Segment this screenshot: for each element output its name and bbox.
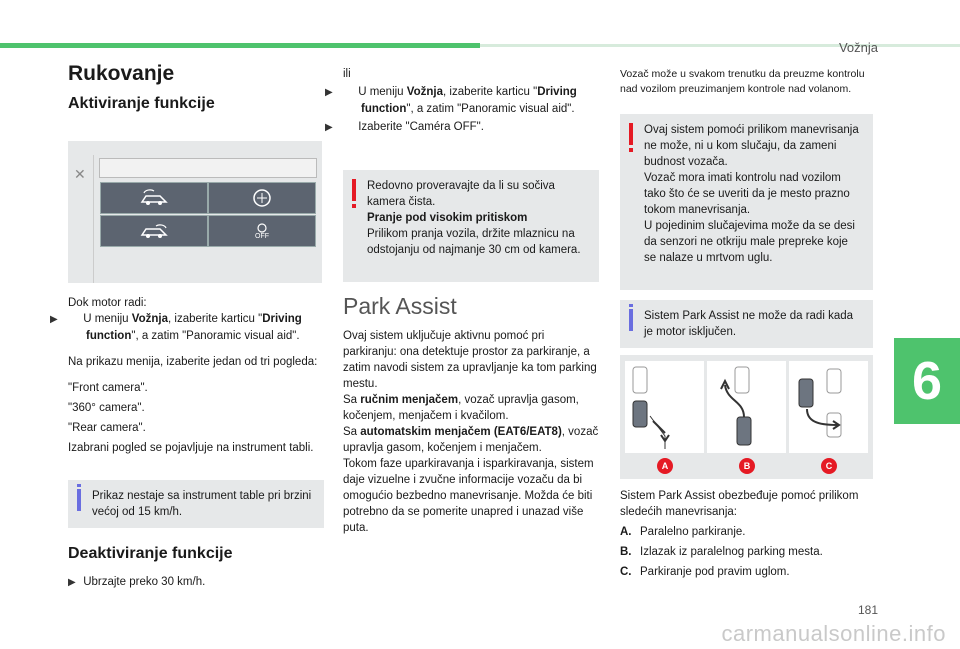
left-column (68, 62, 324, 112)
front-camera-button[interactable] (100, 182, 208, 214)
left-column-body (50, 295, 324, 462)
menu-bar (99, 158, 317, 178)
motor-running-text: Dok motor radi: (68, 297, 147, 309)
deactivate-heading: Deaktiviranje funkcije (68, 545, 233, 562)
info-note-engine-text: Sistem Park Assist ne može da radi kada je motor isključen. (644, 310, 854, 338)
park-assist-info: Tokom faze uparkiravanja i isparkiravanja, sistem daje vizuelne i zvučne informacije vozaču da bi omogućio bezbedno manevrisanje. Možda će biti potrebno da se pomerite unapred i unazad više puta. (343, 458, 594, 534)
maneuvers-intro: Sistem Park Assist obezbeđuje pomoć prilikom sledećih manevrisanja: (620, 490, 859, 518)
maneuver-item: A. Paralelno parkiranje. (620, 526, 746, 538)
arrow-icon: ▶ (68, 577, 76, 588)
watermark: carmanualsonline.info (721, 621, 946, 646)
arrow-icon: ▶ (325, 122, 333, 133)
info-note-engine (620, 300, 873, 348)
warning-icon (352, 179, 356, 201)
step-camera-off: ▶ Izaberite "Caméra OFF". (343, 119, 599, 136)
automatic-gearbox-text: Sa automatskim menjačem (EAT6/EAT8), vozač upravlja gasom, kočenjem i menjačem. (343, 426, 599, 454)
warning-icon (629, 123, 633, 145)
360-camera-icon (250, 186, 274, 210)
warning-note-lenses (343, 170, 599, 282)
arrow-icon: ▶ (50, 314, 58, 325)
option-front-camera: "Front camera". (68, 382, 148, 394)
info-note-speed (68, 480, 324, 528)
arrow-icon: ▶ (325, 87, 333, 98)
front-camera-icon (134, 188, 174, 208)
figure-divider (93, 155, 94, 283)
park-assist-section (343, 293, 599, 536)
view-shown-text: Izabrani pogled se pojavljuje na instrument tabli. (68, 442, 314, 454)
info-icon (629, 309, 633, 331)
park-assist-figure (620, 355, 873, 479)
perpendicular-parking-diagram (789, 361, 868, 453)
page-number: 181 (857, 603, 878, 617)
choose-view-text: Na prikazu menija, izaberite jedan od tri pogleda: (68, 356, 318, 368)
menu-figure (68, 141, 322, 283)
warning-system-line-3: U pojedinim slučajevima može da se desi da senzori ne otkriju male prepreke koje se nalaze u mrtvom uglu. (644, 220, 855, 264)
warning-subheading: Pranje pod visokim pritiskom (367, 212, 528, 224)
parallel-parking-diagram (625, 361, 704, 453)
section-title: Vožnja (838, 40, 878, 55)
step-open-menu: ▶ U meniju Vožnja, izaberite karticu "Driving function", a zatim "Panoramic visual aid". (50, 313, 302, 342)
info-note-text: Prikaz nestaje sa instrument table pri brzini većoj od 15 km/h. (92, 490, 312, 518)
page-title: Rukovanje (68, 62, 175, 85)
close-icon: ✕ (74, 166, 86, 182)
label-b: B (739, 458, 755, 474)
warning-text-2: Prilikom pranja vozila, držite mlaznicu na odstojanju od najmanje 30 cm od kamera. (367, 228, 581, 256)
maneuver-item: C. Parkiranje pod pravim uglom. (620, 566, 790, 578)
header-accent-bar-light (480, 44, 960, 47)
manual-gearbox-text: Sa ručnim menjačem, vozač upravlja gasom, kočenjem, menjačem i kvačilom. (343, 394, 579, 422)
chapter-tab: 6 (894, 338, 960, 424)
middle-column (325, 66, 599, 142)
camera-off-button[interactable] (208, 215, 316, 247)
info-icon (77, 489, 81, 511)
camera-icon (254, 223, 270, 233)
deactivate-section (68, 546, 324, 597)
maneuvers-section (620, 488, 880, 584)
rear-camera-button[interactable] (100, 215, 208, 247)
park-assist-title: Park Assist (343, 293, 457, 319)
warning-text-1: Redovno proveravajte da li su sočiva kamera čista. (367, 180, 555, 208)
rear-camera-icon (134, 221, 174, 241)
activate-heading: Aktiviranje funkcije (68, 95, 215, 112)
header-accent-bar (0, 43, 480, 48)
deactivate-step: ▶ Ubrzajte preko 30 km/h. (68, 574, 324, 591)
maneuver-item: B. Izlazak iz paralelnog parking mesta. (620, 546, 823, 558)
label-a: A (657, 458, 673, 474)
warning-note-system (620, 114, 873, 290)
exit-parallel-diagram (707, 361, 786, 453)
warning-system-line-2: Vozač mora imati kontrolu nad vozilom tako što će se uveriti da je mesto prazno tokom manevrisanja. (644, 172, 850, 216)
label-c: C (821, 458, 837, 474)
park-assist-intro: Ovaj sistem uključuje aktivnu pomoć pri parkiranju: ona detektuje prostor za parkiranje, a zatim navodi sistem za upravljanje ka tom parking mestu. (343, 330, 597, 390)
camera-off-label: OFF (255, 232, 269, 240)
option-rear-camera: "Rear camera". (68, 422, 146, 434)
option-360-camera: "360° camera". (68, 402, 145, 414)
warning-system-line-1: Ovaj sistem pomoći prilikom manevrisanja ne može, ni u kom slučaju, da zameni budnost vozača. (644, 124, 859, 168)
or-text: ili (343, 68, 351, 80)
step-open-menu-2: ▶ U meniju Vožnja, izaberite karticu "Driving function", a zatim "Panoramic visual aid". (325, 86, 577, 115)
360-camera-button[interactable] (208, 182, 316, 214)
driver-control-text: Vozač može u svakom trenutku da preuzme kontrolu nad vozilom preuzimanjem kontrole nad volanom. (620, 68, 865, 95)
